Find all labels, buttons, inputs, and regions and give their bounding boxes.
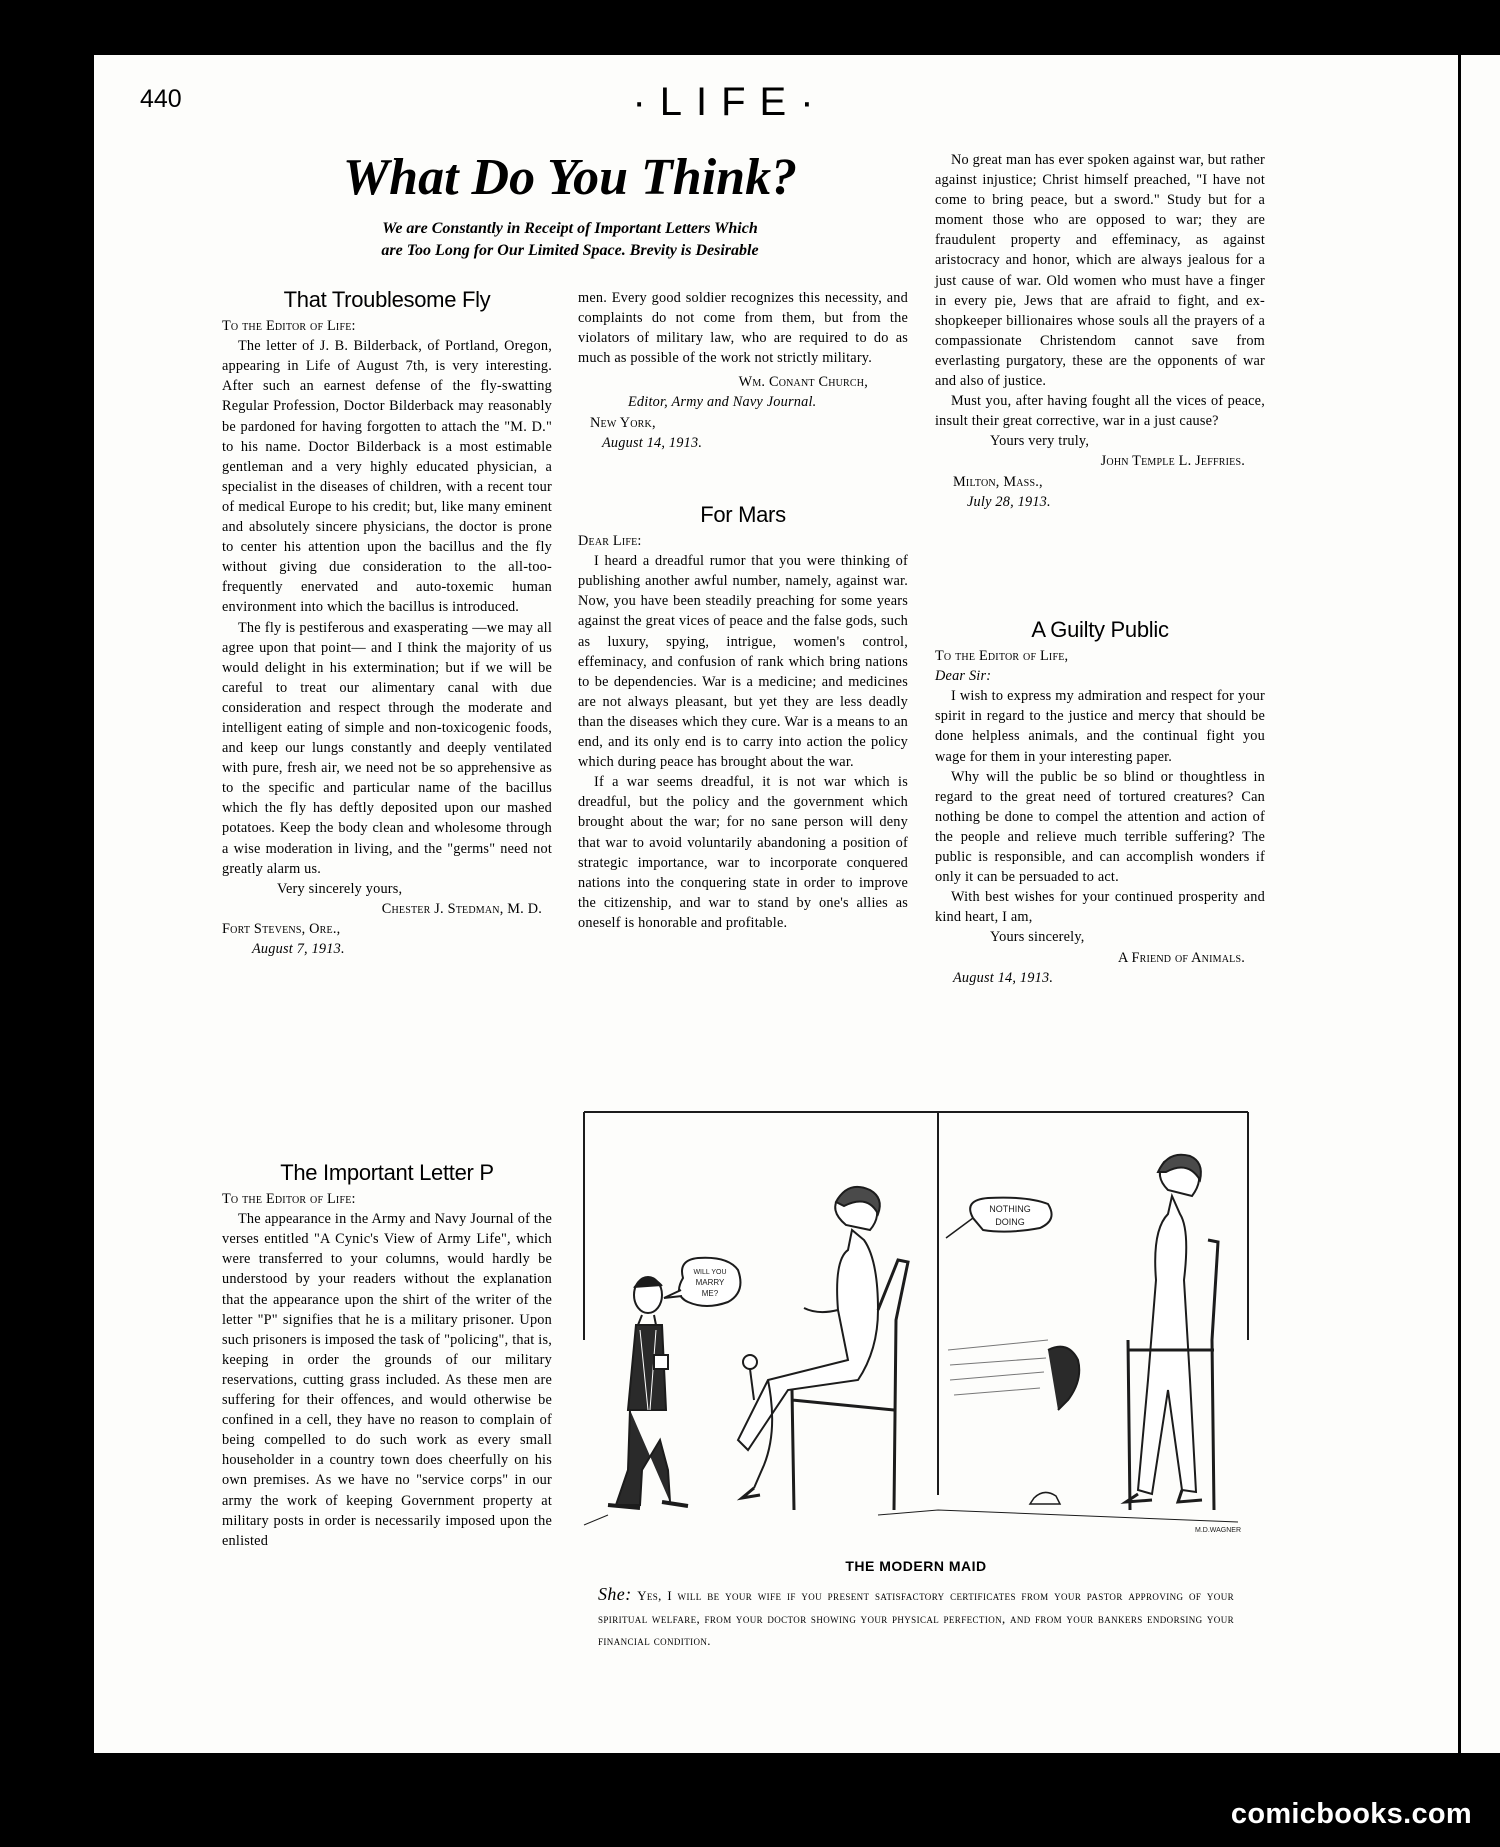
letter-signature-title: Editor, Army and Navy Journal. [628,394,817,411]
seated-woman-left [738,1187,908,1510]
bubble-line: DOING [995,1217,1025,1227]
fleeing-man-legs [948,1340,1079,1410]
letter-date: July 28, 1913. [967,493,1051,510]
letter-guilty-public [935,617,1265,988]
letter-paragraph: Why will the public be so blind or thoughtless in regard to the great need of tortured creatures? Can nothing be done to compel the attention and action of the people and relieve much terrible suffering? The public is responsible, and can accomplish wonders if only it can be persuaded to act. [935,768,1265,886]
bubble-line: MARRY [695,1278,725,1287]
page-subtitle [290,218,850,262]
artist-signature: M.D.WAGNER [1194,1527,1242,1534]
site-watermark: comicbooks.com [1230,1798,1472,1830]
letter-signature: A Friend of Animals. [1118,949,1245,966]
page-title: What Do You Think? [342,149,798,206]
letter-heading: That Troublesome Fly [283,287,491,312]
letter-troublesome-fly [222,287,552,959]
letter-paragraph: The appearance in the Army and Navy Journal of the verses entitled "A Cynic's View of Army Life", which were transferred to your columns, would hardly be understood by your readers without the explanation that the appearance upon the shirt of the writer of the letter "P" signifies that he is a military prisoner. Upon such prisoners is imposed the task of "policing", that is, keeping in order the grounds of our military reservations, cutting grass included. As these men are suffering for their offences, and would otherwise be confined in a cell, they have no reason to complain of being compelled to do such work as every small householder in a country town does cheerfully on his own premises. As we have no "service corps" in our army the work of keeping Government property at military posts in order is necessarily imposed upon the enlisted [222,1211,552,1549]
letter-signature: Wm. Conant Church, [738,374,868,391]
cartoon-caption-title: THE MODERN MAID [845,1558,987,1574]
letter-place: New York, [590,414,656,431]
cartoon-modern-maid [578,1110,1254,1540]
letter-salutation: Dear Life: [578,533,642,550]
bubble-line: NOTHING [989,1204,1031,1214]
letter-closing: Yours very truly, [990,433,1090,450]
page-number: 440 [140,85,182,113]
bubble-line: WILL YOU [693,1269,727,1276]
letter-place: Fort Stevens, Ore., [222,920,341,937]
letter-heading: For Mars [700,502,786,527]
letter-date: August 14, 1913. [953,969,1054,986]
letter-date: August 14, 1913. [602,434,703,451]
letter-signature: Chester J. Stedman, M. D. [381,900,542,917]
letter-dear: Dear Sir: [935,668,992,685]
adjacent-page-edge [1458,55,1500,1753]
letter-closing: Yours sincerely, [990,929,1085,946]
letter-paragraph: I wish to express my admiration and respect for your spirit in regard to the justice and mercy that should be done helpless animals, and the continual fight you wage for them in your interesting paper. [935,688,1265,765]
kneeling-man-figure [608,1277,688,1508]
subtitle-line-1: We are Constantly in Receipt of Important Letters Which [382,220,758,237]
speech-bubble-proposal [664,1258,740,1306]
small-dog-sketch [1030,1492,1060,1504]
letter-important-letter-p [222,1160,552,1551]
letter-date: August 7, 1913. [252,941,345,957]
bubble-line: ME? [701,1289,719,1298]
letter-signature: John Temple L. Jeffries. [1100,453,1245,470]
letter-place: Milton, Mass., [953,473,1043,490]
letter-for-mars [578,502,908,933]
cartoon-caption [598,1583,1234,1653]
letter-paragraph: I heard a dreadful rumor that you were thinking of publishing another awful number, namely, against war. Now, you have been steadily preaching for some years against the great vices of peace and the false gods, such as luxury, spying, intrigue, women's control, effeminacy, and confusion of rank which bring nations to be dependencies. War is a medicine; and medicines are not always pleasant, but yet they are less deadly than the diseases which they cure. War is a means to an end, and its only end is to carry into action the policy which during peace has brought about the war. [578,553,908,771]
letter-salutation: To the Editor of Life: [222,318,356,335]
letter-paragraph: With best wishes for your continued prosperity and kind heart, I am, [935,889,1265,926]
letter-closing: Very sincerely yours, [277,880,403,897]
letter-salutation: To the Editor of Life: [222,1191,356,1208]
floor-line [584,1510,1238,1525]
subtitle-line-2: are Too Long for Our Limited Space. Brevity is Desirable [381,242,759,259]
seated-woman-right [1126,1155,1218,1510]
letter-paragraph: Must you, after having fought all the vices of peace, insult their great corrective, war in a just cause? [935,393,1265,430]
letter-paragraph: No great man has ever spoken against war, but rather against injustice; Christ himself preached, "I have not come to bring peace, but a sword." Study but for a moment those who are opposed to war; they are fraudulent property and effeminacy, as against aristocracy and honor, which are always jealous for a just cause of war. Old women who must have a finger in every pie, Jews that are afraid to fight, and ex-shopkeeper billionaires whose souls all the prayers of a compassionate Christendom cannot save from everlasting purgatory, these are the opponents of war and also of justice. [935,152,1265,390]
caption-text: Yes, I will be your wife if you present satisfactory certificates from your pastor approving of your spiritual welfare, from your doctor showing your physical perfection, and from your bankers endorsing your financial condition. [598,1589,1234,1648]
letter-paragraph: men. Every good soldier recognizes this necessity, and complaints do not come from them, but from the violators of military law, who are required to do as much as possible of the work not strictly military. [578,290,908,367]
speech-bubble-refusal [946,1198,1052,1238]
caption-speaker: She: [598,1584,632,1604]
masthead: ·LIFE· [632,80,828,124]
letter-paragraph: The fly is pestiferous and exasperating —we may all agree upon that point— and I think the majority of us would delight in his extermination; but if we will be careful to treat our alimentary canal with due consideration and respect through the moderate and intelligent eating of simple and non-toxicogenic foods, and keep our lungs constantly and deeply ventilated with pure, fresh air, we need not be so apprehensive as to the specific and particular name of the bacillus which the fly has deftly deposited upon our mashed potatoes. Keep the body clean and wholesome through a wise moderation in living, and the "germs" need not greatly alarm us. [222,619,552,877]
letter-paragraph: The letter of J. B. Bilderback, of Portland, Oregon, appearing in Life of August 7th, is very interesting. After such an earnest defense of the fly-swatting Regular Profession, Doctor Bilderback may reasonably be pardoned for having forgotten to attach the "M. D." to his name. Doctor Bilderback is a most estimable gentleman and a very highly educated physician, a specialist in the diseases of children, with a recent tour of medical Europe to his credit; but, like many eminent and absolutely sincere physicians, the doctor is prone to center his attention upon the bacillus and the fly without giving due consideration to the all-too-frequently enervated and auto-toxemic human environment into which the bacillus is introduced. [222,338,552,616]
letter-heading: A Guilty Public [1031,617,1169,642]
letter-paragraph: If a war seems dreadful, it is not war which is dreadful, but the policy and the government which brought about the war; for no sane person will deny that war to avoid voluntarily abandoning a position of strategic importance, war to incorporate conquered nations into the conquering state in order to improve the citizenship, and war to stand by one's allies as oneself is honorable and profitable. [578,774,908,931]
letter-for-mars-continued [935,150,1265,512]
letter-heading: The Important Letter P [280,1160,494,1185]
letter-salutation: To the Editor of Life, [935,648,1069,665]
letter-important-letter-p-continued [578,288,908,453]
